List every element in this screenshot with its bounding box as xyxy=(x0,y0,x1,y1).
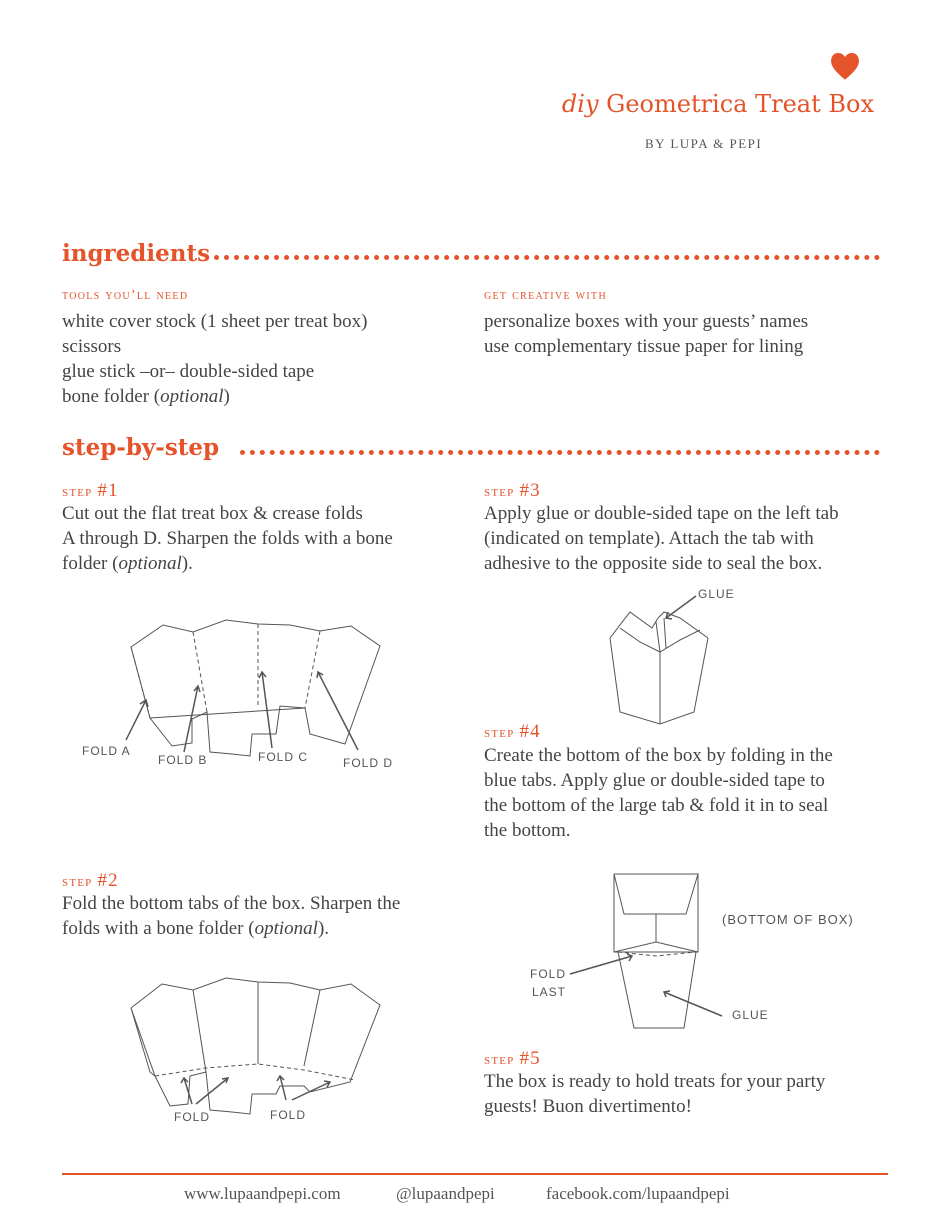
creative-label: get creative with xyxy=(484,288,607,303)
steps-heading: step-by-step xyxy=(62,434,220,461)
step2-label: step #2 xyxy=(62,870,119,891)
tools-label: tools you’ll need xyxy=(62,288,189,303)
list-item: bone folder (optional) xyxy=(62,386,230,407)
list-item: personalize boxes with your guests’ names xyxy=(484,311,809,332)
byline: BY LUPA & PEPI xyxy=(645,136,763,151)
step3-text: Apply glue or double-sided tape on the left tab (indicated on template). Attach the tab with adhesive to the opposite side to seal the box. xyxy=(484,503,839,574)
step5-text: The box is ready to hold treats for your party guests! Buon divertimento! xyxy=(484,1071,826,1117)
footer-divider xyxy=(62,1173,888,1175)
list-item: scissors xyxy=(62,336,122,357)
fold-a-label: FOLD A xyxy=(82,744,131,758)
title-prefix: diy xyxy=(561,90,599,118)
fold-c-label: FOLD C xyxy=(258,750,309,764)
fold-last-label-2: LAST xyxy=(532,985,567,999)
list-item: white cover stock (1 sheet per treat box) xyxy=(62,311,368,332)
bottom-of-box-label: (BOTTOM OF BOX) xyxy=(722,912,854,927)
step4-label: step #4 xyxy=(484,721,541,742)
title-main: Geometrica Treat Box xyxy=(606,90,874,118)
instagram-link[interactable]: @lupaandpepi xyxy=(396,1184,495,1203)
step1-text: Cut out the flat treat box & crease folds A through D. Sharpen the folds with a bone folder (optional). xyxy=(62,503,393,574)
fold-right-label: FOLD xyxy=(270,1108,307,1122)
fold-b-label: FOLD B xyxy=(158,753,208,767)
step4-text: Create the bottom of the box by folding in the blue tabs. Apply glue or double-sided tape to the bottom of the large tab & fold it in to seal the bottom. xyxy=(484,745,833,841)
list-item: use complementary tissue paper for lining xyxy=(484,336,804,357)
fold-d-label: FOLD D xyxy=(343,756,394,770)
glue-label: GLUE xyxy=(698,587,735,601)
website-link[interactable]: www.lupaandpepi.com xyxy=(184,1184,341,1203)
step3-label: step #3 xyxy=(484,480,541,501)
glue-bottom-label: GLUE xyxy=(732,1008,769,1022)
step1-label: step #1 xyxy=(62,480,119,501)
fold-last-label-1: FOLD xyxy=(530,967,567,981)
fold-left-label: FOLD xyxy=(174,1110,211,1124)
ingredients-heading: ingredients xyxy=(62,240,211,267)
facebook-link[interactable]: facebook.com/lupaandpepi xyxy=(546,1184,730,1203)
list-item: glue stick –or– double-sided tape xyxy=(62,361,315,382)
step2-text: Fold the bottom tabs of the box. Sharpen the folds with a bone folder (optional). xyxy=(62,893,401,939)
step5-label: step #5 xyxy=(484,1048,541,1069)
